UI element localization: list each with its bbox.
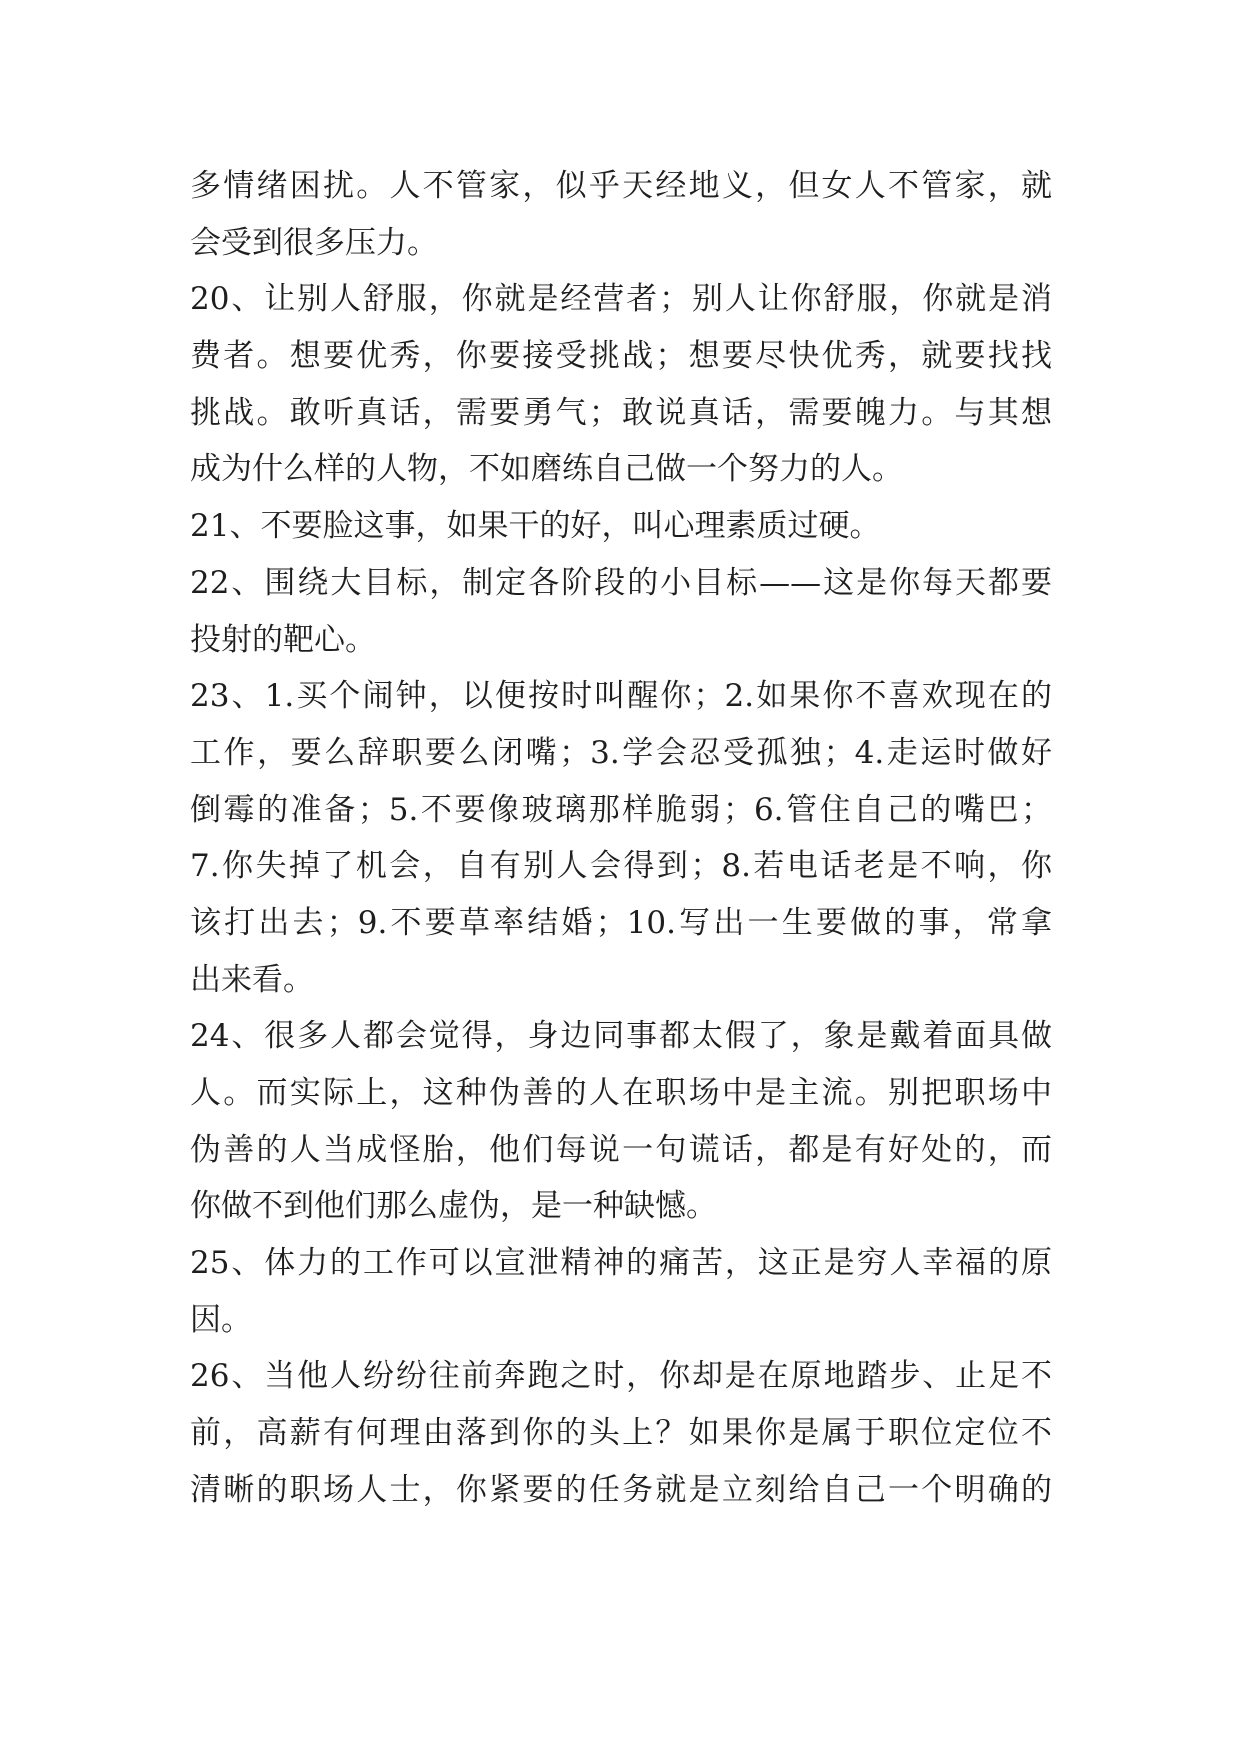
text-line: 23、1.买个闹钟，以便按时叫醒你；2.如果你不喜欢现在的: [190, 678, 1052, 715]
text-line: 22、围绕大目标，制定各阶段的小目标——这是你每天都要: [190, 564, 1052, 601]
text-line: 出来看。: [190, 961, 314, 998]
text-line: 投射的靶心。: [190, 621, 376, 658]
text-line: 因。: [190, 1301, 252, 1338]
text-line: 挑战。敢听真话，需要勇气；敢说真话，需要魄力。与其想: [190, 394, 1052, 431]
text-line: 工作，要么辞职要么闭嘴；3.学会忍受孤独；4.走运时做好: [190, 734, 1052, 771]
text-line: 该打出去；9.不要草率结婚；10.写出一生要做的事，常拿: [190, 904, 1052, 941]
text-line: 21、不要脸这事，如果干的好，叫心理素质过硬。: [190, 508, 881, 545]
text-line: 24、很多人都会觉得，身边同事都太假了，象是戴着面具做: [190, 1018, 1052, 1055]
text-line: 多情绪困扰。人不管家，似乎天经地义，但女人不管家，就: [190, 168, 1052, 204]
text-line: 倒霉的准备；5.不要像玻璃那样脆弱；6.管住自己的嘴巴；: [190, 791, 1052, 828]
text-line: 26、当他人纷纷往前奔跑之时，你却是在原地踏步、止足不: [190, 1358, 1052, 1395]
text-line: 费者。想要优秀，你要接受挑战；想要尽快优秀，就要找找: [190, 338, 1052, 375]
text-line: 伪善的人当成怪胎，他们每说一句谎话，都是有好处的，而: [190, 1131, 1052, 1168]
text-line: 会受到很多压力。: [190, 224, 438, 261]
text-line: 成为什么样的人物，不如磨练自己做一个努力的人。: [190, 451, 903, 488]
text-line: 前，高薪有何理由落到你的头上？如果你是属于职位定位不: [190, 1415, 1052, 1452]
text-line: 25、体力的工作可以宣泄精神的痛苦，这正是穷人幸福的原: [190, 1245, 1052, 1282]
text-line: 清晰的职场人士，你紧要的任务就是立刻给自己一个明确的: [190, 1471, 1052, 1508]
text-line: 20、让别人舒服，你就是经营者；别人让你舒服，你就是消: [190, 281, 1052, 318]
text-line: 7.你失掉了机会，自有别人会得到；8.若电话老是不响，你: [190, 848, 1052, 885]
text-line: 人。而实际上，这种伪善的人在职场中是主流。别把职场中: [190, 1075, 1052, 1111]
text-line: 你做不到他们那么虚伪，是一种缺憾。: [190, 1188, 717, 1225]
document-body-text: [190, 158, 1052, 1519]
